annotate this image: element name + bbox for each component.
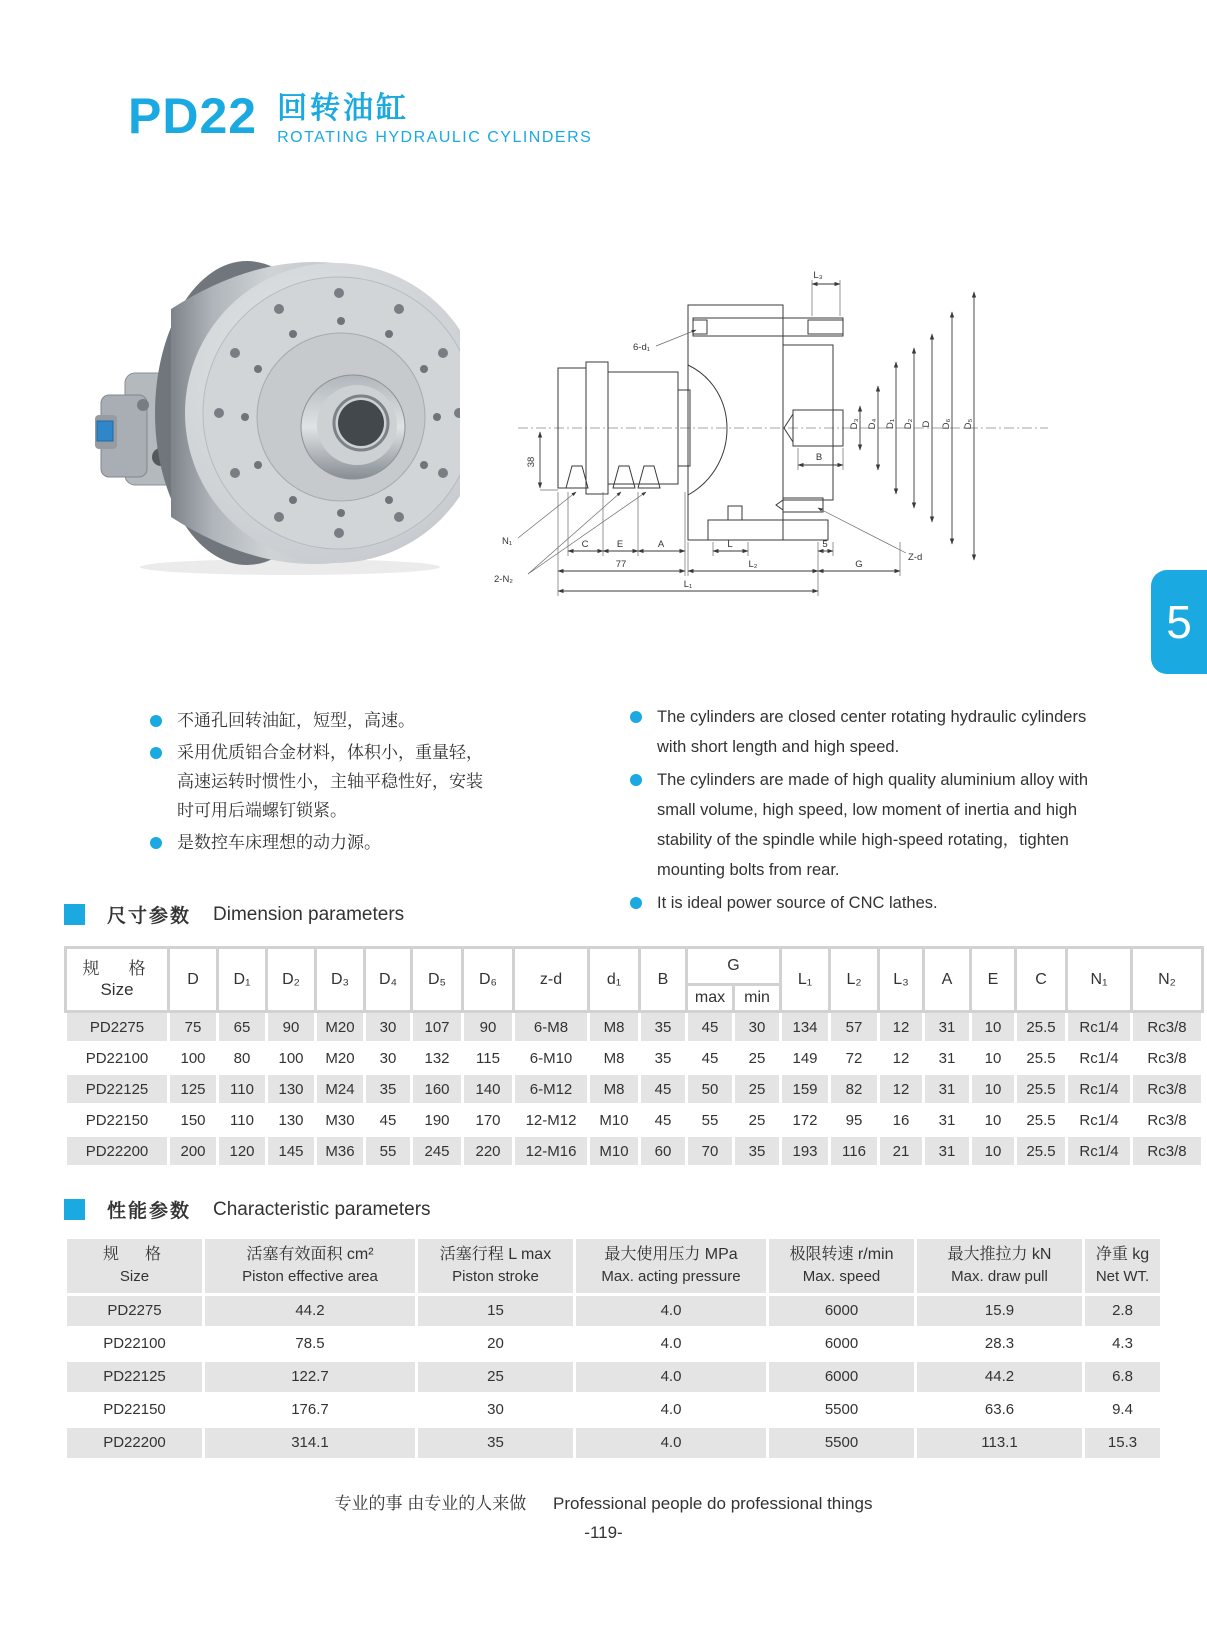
- value-cell: 25: [735, 1075, 779, 1103]
- col-header: D₄: [366, 949, 410, 1010]
- col-header-zh: 规 格: [102, 1246, 166, 1263]
- value-cell: M8: [590, 1013, 638, 1041]
- value-cell: 25.5: [1017, 1075, 1065, 1103]
- col-header: L₁: [782, 949, 828, 1010]
- value-cell: 45: [366, 1106, 410, 1134]
- footer-slogan-en: Professional people do professional things: [553, 1494, 873, 1513]
- dim-label-l1: L₁: [683, 579, 693, 590]
- col-header: D₅: [413, 949, 461, 1010]
- value-cell: 90: [268, 1013, 314, 1041]
- value-cell: 6.8: [1085, 1362, 1160, 1392]
- section-title-zh: 尺寸参数: [107, 906, 192, 927]
- value-cell: Rc3/8: [1133, 1044, 1201, 1072]
- dim-label-l: L: [727, 539, 733, 550]
- row-size-cell: PD22150: [67, 1106, 167, 1134]
- feature-text: 采用优质铝合金材料，体积小，重量轻，高速运转时惯性小，主轴平稳性好，安装时可用后端螺钉锁紧。: [177, 743, 483, 820]
- value-cell: 70: [688, 1137, 732, 1165]
- row-size-cell: PD2275: [67, 1296, 202, 1326]
- product-photo: [95, 245, 460, 580]
- value-cell: 55: [366, 1137, 410, 1165]
- drawing-dimensions: [540, 280, 974, 596]
- characteristic-table: [64, 1236, 1163, 1461]
- table-row: [67, 1329, 1160, 1359]
- section-title-en: Dimension parameters: [213, 903, 405, 925]
- value-cell: 44.2: [917, 1362, 1082, 1392]
- row-size-cell: PD22125: [67, 1362, 202, 1392]
- page-number: -119-: [584, 1523, 623, 1542]
- drawing-leaders: [518, 330, 906, 574]
- table-row: [67, 1296, 1160, 1326]
- dim-label-c: C: [581, 539, 589, 550]
- row-size-cell: PD22125: [67, 1075, 167, 1103]
- value-cell: 145: [268, 1137, 314, 1165]
- value-cell: Rc1/4: [1068, 1075, 1130, 1103]
- value-cell: 35: [641, 1044, 685, 1072]
- value-cell: 10: [972, 1044, 1014, 1072]
- feature-item: [630, 888, 1100, 918]
- value-cell: 31: [925, 1075, 969, 1103]
- col-header-en: Max. speed: [802, 1268, 881, 1286]
- value-cell: 45: [641, 1075, 685, 1103]
- value-cell: 78.5: [205, 1329, 415, 1359]
- col-header: E: [972, 949, 1014, 1010]
- col-header: [67, 1239, 202, 1293]
- characteristic-section-header: [64, 1196, 431, 1223]
- dimension-section-header: [64, 901, 404, 928]
- value-cell: 31: [925, 1044, 969, 1072]
- value-cell: 35: [418, 1428, 573, 1458]
- value-cell: Rc1/4: [1068, 1137, 1130, 1165]
- feature-item: [150, 828, 495, 857]
- dim-label-n2: 2-N₂: [494, 574, 513, 585]
- footer-slogan-zh: 专业的事 由专业的人来做: [334, 1494, 527, 1513]
- value-cell: M30: [317, 1106, 363, 1134]
- value-cell: M8: [590, 1075, 638, 1103]
- dim-label-d1: D₁: [885, 418, 896, 430]
- value-cell: M20: [317, 1013, 363, 1041]
- value-cell: 190: [413, 1106, 461, 1134]
- table-row: [67, 1106, 1201, 1134]
- value-cell: M24: [317, 1075, 363, 1103]
- value-cell: 57: [831, 1013, 877, 1041]
- table-row: [67, 1395, 1160, 1425]
- value-cell: Rc3/8: [1133, 1137, 1201, 1165]
- col-header: L₃: [880, 949, 922, 1010]
- dim-label-l2: L₂: [748, 559, 758, 570]
- col-header-size: [67, 949, 167, 1010]
- value-cell: 12: [880, 1044, 922, 1072]
- value-cell: 12: [880, 1075, 922, 1103]
- col-header: [769, 1239, 914, 1293]
- chapter-tab: 5: [1151, 570, 1207, 674]
- value-cell: 10: [972, 1013, 1014, 1041]
- value-cell: 6000: [769, 1296, 914, 1326]
- col-header: [576, 1239, 766, 1293]
- value-cell: Rc1/4: [1068, 1013, 1130, 1041]
- value-cell: 55: [688, 1106, 732, 1134]
- value-cell: 110: [219, 1106, 265, 1134]
- bullet-icon: [630, 897, 642, 909]
- dimension-table: [64, 946, 1204, 1168]
- col-header: L₂: [831, 949, 877, 1010]
- table-row: [67, 1075, 1201, 1103]
- value-cell: 30: [735, 1013, 779, 1041]
- dim-label-d5: D₅: [963, 418, 974, 430]
- value-cell: 30: [366, 1044, 410, 1072]
- value-cell: 130: [268, 1106, 314, 1134]
- col-header-g: G: [688, 949, 779, 983]
- value-cell: 10: [972, 1106, 1014, 1134]
- value-cell: 160: [413, 1075, 461, 1103]
- value-cell: 150: [170, 1106, 216, 1134]
- feature-text: The cylinders are made of high quality aluminium alloy with small volume, high speed, low moment of inertia and high stability of the spindle while high-speed rotating，tighten mounting bolts from rear.: [657, 771, 1089, 879]
- value-cell: 30: [418, 1395, 573, 1425]
- col-header-zh: 活塞行程 L max: [439, 1246, 552, 1263]
- dim-label-d: D: [921, 420, 932, 428]
- cylinder-hub: [301, 375, 405, 479]
- bullet-icon: [630, 711, 642, 723]
- col-header-size-zh: 规 格: [82, 959, 152, 979]
- value-cell: 5500: [769, 1428, 914, 1458]
- value-cell: 95: [831, 1106, 877, 1134]
- value-cell: 35: [366, 1075, 410, 1103]
- section-marker-icon: [64, 904, 85, 925]
- value-cell: 172: [782, 1106, 828, 1134]
- value-cell: 4.0: [576, 1395, 766, 1425]
- value-cell: 16: [880, 1106, 922, 1134]
- dim-label-a: A: [657, 539, 665, 550]
- dim-label-e: E: [616, 539, 624, 550]
- value-cell: 15: [418, 1296, 573, 1326]
- value-cell: 31: [925, 1013, 969, 1041]
- value-cell: M8: [590, 1044, 638, 1072]
- value-cell: 25: [735, 1106, 779, 1134]
- table-row: [67, 1137, 1201, 1165]
- value-cell: 130: [268, 1075, 314, 1103]
- value-cell: 176.7: [205, 1395, 415, 1425]
- value-cell: 25.5: [1017, 1013, 1065, 1041]
- table-row: [67, 1044, 1201, 1072]
- value-cell: 80: [219, 1044, 265, 1072]
- col-header-gmax: max: [688, 986, 732, 1010]
- feature-item: [150, 706, 495, 735]
- value-cell: 100: [170, 1044, 216, 1072]
- col-header: D: [170, 949, 216, 1010]
- value-cell: 110: [219, 1075, 265, 1103]
- col-header: [418, 1239, 573, 1293]
- value-cell: M20: [317, 1044, 363, 1072]
- feature-item: [630, 702, 1100, 762]
- value-cell: 25: [735, 1044, 779, 1072]
- section-title-zh: 性能参数: [107, 1201, 192, 1222]
- section-marker-icon: [64, 1199, 85, 1220]
- value-cell: M10: [590, 1137, 638, 1165]
- value-cell: 2.8: [1085, 1296, 1160, 1326]
- value-cell: 116: [831, 1137, 877, 1165]
- feature-text: It is ideal power source of CNC lathes.: [657, 894, 938, 912]
- table-row: [67, 1362, 1160, 1392]
- table-row: [67, 1013, 1201, 1041]
- col-header: [917, 1239, 1082, 1293]
- value-cell: 28.3: [917, 1329, 1082, 1359]
- value-cell: 12: [880, 1013, 922, 1041]
- feature-text: 是数控车床理想的动力源。: [177, 833, 381, 852]
- value-cell: 159: [782, 1075, 828, 1103]
- dim-label-zd: Z-d: [908, 552, 923, 563]
- value-cell: Rc3/8: [1133, 1075, 1201, 1103]
- value-cell: 31: [925, 1137, 969, 1165]
- drawing-right-assembly: [688, 305, 843, 540]
- dim-label-6d1: 6-d₁: [633, 342, 650, 353]
- value-cell: 245: [413, 1137, 461, 1165]
- dim-label-b: B: [815, 452, 823, 463]
- value-cell: 4.0: [576, 1428, 766, 1458]
- col-header-zh: 最大使用压力 MPa: [604, 1246, 738, 1263]
- col-header: D₁: [219, 949, 265, 1010]
- value-cell: 63.6: [917, 1395, 1082, 1425]
- value-cell: 25.5: [1017, 1044, 1065, 1072]
- value-cell: 115: [464, 1044, 512, 1072]
- value-cell: 4.0: [576, 1362, 766, 1392]
- value-cell: 25.5: [1017, 1106, 1065, 1134]
- value-cell: 12-M12: [515, 1106, 587, 1134]
- product-title: [277, 90, 592, 147]
- value-cell: Rc3/8: [1133, 1106, 1201, 1134]
- bullet-icon: [150, 837, 162, 849]
- value-cell: 140: [464, 1075, 512, 1103]
- value-cell: Rc1/4: [1068, 1106, 1130, 1134]
- col-header: B: [641, 949, 685, 1010]
- dim-label-l3: L₃: [813, 270, 823, 281]
- value-cell: 10: [972, 1137, 1014, 1165]
- brand-header: [128, 90, 592, 147]
- value-cell: 149: [782, 1044, 828, 1072]
- value-cell: 6-M10: [515, 1044, 587, 1072]
- value-cell: 12-M16: [515, 1137, 587, 1165]
- dim-label-5: 5: [822, 539, 828, 550]
- col-header-en: Size: [119, 1268, 150, 1286]
- dim-label-d6: D₆: [941, 418, 952, 430]
- technical-drawing: [488, 250, 1063, 605]
- value-cell: 20: [418, 1329, 573, 1359]
- value-cell: 4.3: [1085, 1329, 1160, 1359]
- dim-label-n1: N₁: [502, 536, 513, 547]
- value-cell: 25: [418, 1362, 573, 1392]
- value-cell: 50: [688, 1075, 732, 1103]
- footer-slogan: [0, 1489, 1207, 1514]
- value-cell: 100: [268, 1044, 314, 1072]
- value-cell: 10: [972, 1075, 1014, 1103]
- value-cell: 200: [170, 1137, 216, 1165]
- col-header: A: [925, 949, 969, 1010]
- value-cell: 122.7: [205, 1362, 415, 1392]
- table-row: [67, 1428, 1160, 1458]
- value-cell: M36: [317, 1137, 363, 1165]
- value-cell: 25.5: [1017, 1137, 1065, 1165]
- value-cell: 170: [464, 1106, 512, 1134]
- value-cell: 220: [464, 1137, 512, 1165]
- model-code: PD22: [128, 88, 258, 144]
- value-cell: 314.1: [205, 1428, 415, 1458]
- row-size-cell: PD22100: [67, 1329, 202, 1359]
- value-cell: 35: [641, 1013, 685, 1041]
- feature-item: [630, 765, 1100, 885]
- value-cell: 193: [782, 1137, 828, 1165]
- col-header-zh: 活塞有效面积 cm²: [246, 1246, 374, 1263]
- col-header-zh: 极限转速 r/min: [789, 1246, 894, 1263]
- bullet-icon: [150, 715, 162, 727]
- dim-label-d2: D₂: [903, 418, 914, 430]
- feature-list-zh: [150, 706, 495, 860]
- value-cell: 9.4: [1085, 1395, 1160, 1425]
- feature-text: 不通孔回转油缸，短型，高速。: [177, 711, 415, 730]
- section-title-en: Characteristic parameters: [213, 1198, 431, 1220]
- value-cell: 125: [170, 1075, 216, 1103]
- value-cell: 107: [413, 1013, 461, 1041]
- dim-label-d4: D₄: [867, 418, 878, 430]
- feature-text: The cylinders are closed center rotating hydraulic cylinders with short length and high speed.: [657, 708, 1087, 756]
- value-cell: 4.0: [576, 1329, 766, 1359]
- col-header-gmin: min: [735, 986, 779, 1010]
- value-cell: 30: [366, 1013, 410, 1041]
- feature-list-en: [630, 702, 1100, 921]
- value-cell: 21: [880, 1137, 922, 1165]
- row-size-cell: PD22150: [67, 1395, 202, 1425]
- value-cell: 31: [925, 1106, 969, 1134]
- value-cell: 45: [688, 1044, 732, 1072]
- value-cell: 6000: [769, 1362, 914, 1392]
- col-header: [1085, 1239, 1160, 1293]
- product-title-en: ROTATING HYDRAULIC CYLINDERS: [277, 129, 593, 146]
- value-cell: 120: [219, 1137, 265, 1165]
- value-cell: Rc1/4: [1068, 1044, 1130, 1072]
- bullet-icon: [150, 747, 162, 759]
- value-cell: 65: [219, 1013, 265, 1041]
- col-header: D₆: [464, 949, 512, 1010]
- value-cell: 60: [641, 1137, 685, 1165]
- col-header: z-d: [515, 949, 587, 1010]
- value-cell: 44.2: [205, 1296, 415, 1326]
- value-cell: M10: [590, 1106, 638, 1134]
- value-cell: 90: [464, 1013, 512, 1041]
- col-header-zh: 最大推拉力 kN: [947, 1246, 1052, 1263]
- value-cell: 6-M8: [515, 1013, 587, 1041]
- bullet-icon: [630, 774, 642, 786]
- value-cell: 4.0: [576, 1296, 766, 1326]
- col-header: D₂: [268, 949, 314, 1010]
- dim-label-g: G: [855, 559, 863, 570]
- col-header-en: Piston effective area: [242, 1268, 378, 1286]
- value-cell: 15.3: [1085, 1428, 1160, 1458]
- col-header-zh: 净重 kg: [1095, 1246, 1150, 1263]
- value-cell: Rc3/8: [1133, 1013, 1201, 1041]
- value-cell: 72: [831, 1044, 877, 1072]
- value-cell: 82: [831, 1075, 877, 1103]
- row-size-cell: PD22200: [67, 1428, 202, 1458]
- dim-label-38: 38: [526, 456, 537, 468]
- dim-label-77: 77: [615, 559, 627, 570]
- col-header: d₁: [590, 949, 638, 1010]
- dim-label-d3: D₃: [849, 418, 860, 430]
- value-cell: 35: [735, 1137, 779, 1165]
- value-cell: 15.9: [917, 1296, 1082, 1326]
- value-cell: 132: [413, 1044, 461, 1072]
- value-cell: 75: [170, 1013, 216, 1041]
- col-header-en: Max. draw pull: [951, 1268, 1048, 1286]
- product-title-zh: 回转油缸: [277, 92, 410, 125]
- col-header: C: [1017, 949, 1065, 1010]
- value-cell: 6000: [769, 1329, 914, 1359]
- col-header: N₁: [1068, 949, 1130, 1010]
- row-size-cell: PD2275: [67, 1013, 167, 1041]
- col-header-size-en: Size: [100, 979, 134, 999]
- value-cell: 45: [688, 1013, 732, 1041]
- col-header-en: Max. acting pressure: [601, 1268, 741, 1286]
- col-header-en: Piston stroke: [452, 1268, 539, 1286]
- value-cell: 5500: [769, 1395, 914, 1425]
- value-cell: 113.1: [917, 1428, 1082, 1458]
- col-header: N₂: [1133, 949, 1201, 1010]
- value-cell: 6-M12: [515, 1075, 587, 1103]
- row-size-cell: PD22100: [67, 1044, 167, 1072]
- feature-item: [150, 738, 495, 825]
- value-cell: 134: [782, 1013, 828, 1041]
- value-cell: 45: [641, 1106, 685, 1134]
- col-header: D₃: [317, 949, 363, 1010]
- col-header: [205, 1239, 415, 1293]
- col-header-en: Net WT.: [1095, 1268, 1150, 1286]
- row-size-cell: PD22200: [67, 1137, 167, 1165]
